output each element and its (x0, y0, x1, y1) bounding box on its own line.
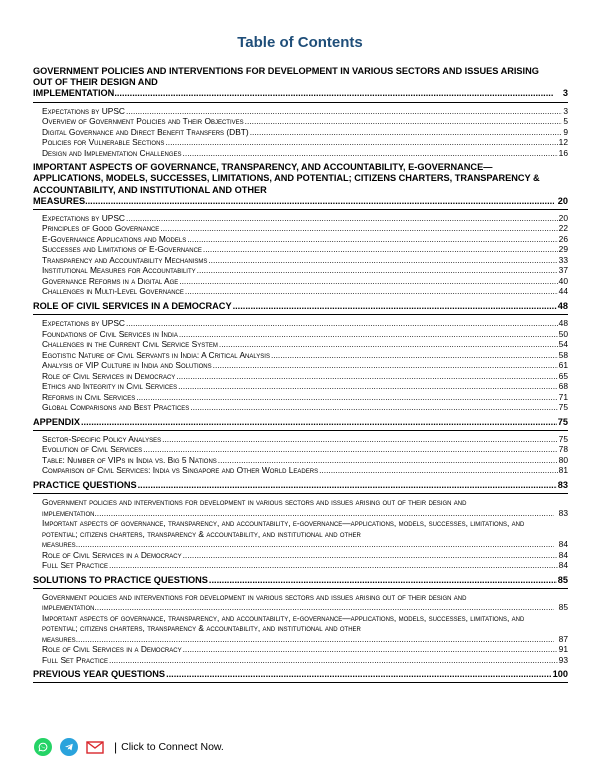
toc-entry-label: Full Set Practice (42, 654, 108, 665)
dot-leader (319, 465, 558, 476)
toc-entry[interactable] (42, 329, 568, 340)
toc-entry[interactable] (42, 613, 568, 645)
toc-entry[interactable] (42, 350, 568, 361)
dot-leader (179, 329, 558, 340)
toc-entry-page: 22 (558, 223, 568, 234)
toc-section (33, 66, 568, 158)
section-divider (33, 682, 568, 683)
toc-entry-label: Egotistic Nature of Civil Servants in India: A Critical Analysis (42, 349, 270, 360)
toc-entry-page: 61 (558, 360, 568, 371)
toc-entry-page: 71 (558, 391, 568, 402)
toc-heading[interactable] (33, 575, 568, 586)
dot-leader (219, 339, 558, 350)
toc-entry[interactable] (42, 148, 568, 159)
dot-leader (160, 223, 557, 234)
toc-entry-page: 54 (558, 339, 568, 350)
toc-heading[interactable] (33, 669, 568, 680)
toc-entry-page: 84 (558, 560, 568, 571)
toc-entry-page: 12 (558, 137, 568, 148)
telegram-icon[interactable] (60, 738, 78, 756)
dot-leader (203, 244, 558, 255)
toc-entry-label: Table: Number of VIPs in India vs. Big 5 Nations (42, 454, 217, 465)
dot-leader (109, 655, 558, 666)
toc-entry-page: 93 (558, 654, 568, 665)
dot-leader (233, 301, 557, 312)
dot-leader (178, 381, 558, 392)
toc-entry[interactable] (42, 644, 568, 655)
toc-entry[interactable] (42, 106, 568, 117)
dot-leader (218, 455, 558, 466)
dot-leader (245, 116, 563, 127)
toc-entry-label: Policies for Vulnerable Sections (42, 137, 165, 148)
toc-entry[interactable] (42, 244, 568, 255)
dot-leader (81, 417, 557, 428)
toc-entry-label: Principles of Good Governance (42, 223, 160, 234)
toc-entry-page: 5 (563, 116, 568, 127)
dot-leader (162, 434, 558, 445)
dot-leader (197, 265, 558, 276)
toc-entry[interactable] (42, 550, 568, 561)
toc-entry[interactable] (42, 360, 568, 371)
toc-entry[interactable] (42, 213, 568, 224)
toc-entry-label: Overview of Government Policies and Their Objectives (42, 116, 244, 127)
toc-entry-page: 37 (558, 265, 568, 276)
dot-leader (126, 318, 558, 329)
section-divider (33, 209, 568, 210)
section-divider (33, 493, 568, 494)
toc-entry[interactable] (42, 455, 568, 466)
toc-entry[interactable] (42, 392, 568, 403)
toc-heading-page: 3 (562, 88, 568, 99)
toc-heading-page: 75 (557, 416, 568, 427)
toc-entry-label: Analysis of VIP Culture in India and Solutions (42, 360, 212, 371)
dot-leader (209, 575, 557, 586)
footer (34, 736, 224, 758)
toc-heading-text: GOVERNMENT POLICIES AND INTERVENTIONS FOR DEVELOPMENT IN VARIOUS SECTORS AND ISSUES ARISING OUT OF THEIR DESIGN AND IMPLEMENTATION ..... (33, 66, 554, 100)
page-title: Table of Contents (237, 34, 363, 51)
toc-entry-label: Digital Governance and Direct Benefit Transfers (DBT) (42, 126, 249, 137)
toc-entry-page: 44 (558, 286, 568, 297)
toc-entry-label: Role of Civil Services in Democracy (42, 370, 176, 381)
toc-entry[interactable] (42, 592, 568, 613)
toc-entry[interactable] (42, 276, 568, 287)
dot-leader (109, 560, 558, 571)
toc-entry[interactable] (42, 465, 568, 476)
toc-entry-page: 83 (558, 507, 568, 518)
toc-entry[interactable] (42, 560, 568, 571)
toc-entry[interactable] (42, 137, 568, 148)
dot-leader (271, 350, 558, 361)
dot-leader (165, 137, 557, 148)
dot-leader (138, 480, 557, 491)
toc-entry-page: 75 (558, 433, 568, 444)
toc-entry-label: Important aspects of governance, transparency, and accountability, e-governance—applications, models, successes, limitations, and potential; citizens charters, transparency & accountability, and institutional and other measures ..... (42, 613, 554, 645)
dot-leader (250, 127, 563, 138)
toc-heading-text: PREVIOUS YEAR QUESTIONS (33, 669, 166, 680)
toc-entry[interactable] (42, 402, 568, 413)
toc-entry-page: 85 (558, 602, 568, 613)
toc-entry-page: 84 (558, 539, 568, 550)
toc-entry-label: Successes and Limitations of E-Governance (42, 244, 202, 255)
section-divider (33, 588, 568, 589)
dot-leader (187, 234, 557, 245)
toc-entry[interactable] (42, 371, 568, 382)
toc-entry-page: 91 (558, 644, 568, 655)
dot-leader (126, 106, 562, 117)
toc-entry[interactable] (42, 434, 568, 445)
toc-entry[interactable] (42, 381, 568, 392)
whatsapp-icon[interactable] (34, 738, 52, 756)
toc-entry-label: Expectations by UPSC (42, 105, 125, 116)
toc-section (33, 669, 568, 683)
toc-entry[interactable] (42, 127, 568, 138)
toc-section (33, 480, 568, 571)
toc-heading-text: SOLUTIONS TO PRACTICE QUESTIONS (33, 574, 208, 585)
dot-leader (190, 402, 557, 413)
toc-entry-page: 29 (558, 244, 568, 255)
toc-entry[interactable] (42, 234, 568, 245)
dot-leader (183, 550, 558, 561)
toc-heading[interactable] (33, 162, 568, 207)
dot-leader (179, 276, 557, 287)
toc-heading[interactable] (33, 301, 568, 312)
toc-heading-text: IMPORTANT ASPECTS OF GOVERNANCE, TRANSPARENCY, AND ACCOUNTABILITY, E-GOVERNANCE—APPLICATIONS, MODELS, SUCCESSES, LIMITATIONS, AND POTENTIAL; CITIZENS CHARTERS, TRANSPARENCY & ACCOUNTABILITY, AND INSTITUTIONAL AND OTHER MEASURES ..... (33, 162, 554, 207)
toc-heading-page: 85 (557, 574, 568, 585)
toc-entry-label: Ethics and Integrity in Civil Services (42, 381, 178, 392)
toc-entry-label: Global Comparisons and Best Practices (42, 402, 190, 413)
toc-entry-page: 9 (563, 126, 568, 137)
toc-entry-page: 87 (558, 633, 568, 644)
toc-entry[interactable] (42, 655, 568, 666)
toc-entry-label: Government policies and interventions for development in various sectors and issues arising out of their design and implementation ..... (42, 592, 554, 613)
toc-entry[interactable] (42, 318, 568, 329)
toc-entry-label: Challenges in Multi-Level Governance (42, 286, 184, 297)
toc-entry-page: 50 (558, 328, 568, 339)
toc-entry[interactable] (42, 223, 568, 234)
toc-entry[interactable] (42, 265, 568, 276)
section-divider (33, 430, 568, 431)
table-of-contents (33, 66, 568, 686)
toc-entry-page: 16 (558, 147, 568, 158)
toc-entry-label: Sector-Specific Policy Analyses (42, 433, 162, 444)
toc-entry-label: Challenges in the Current Civil Service System (42, 339, 218, 350)
dot-leader (183, 148, 558, 159)
toc-heading-page: 100 (552, 669, 568, 680)
toc-entry-page: 40 (558, 275, 568, 286)
toc-entry-label: Expectations by UPSC (42, 318, 125, 329)
footer-connect-link[interactable]: Click to Connect Now. (121, 741, 224, 753)
dot-leader (183, 644, 558, 655)
toc-entry-page: 80 (558, 454, 568, 465)
toc-entry[interactable] (42, 286, 568, 297)
toc-heading-page: 48 (557, 300, 568, 311)
toc-entry-page: 65 (558, 370, 568, 381)
footer-separator: | (114, 740, 118, 754)
toc-entry-label: Expectations by UPSC (42, 212, 125, 223)
toc-entry-label: Evolution of Civil Services (42, 444, 143, 455)
toc-entry-page: 33 (558, 254, 568, 265)
section-divider (33, 314, 568, 315)
toc-entry-page: 84 (558, 549, 568, 560)
section-divider (33, 102, 568, 103)
toc-entry-page: 68 (558, 381, 568, 392)
mail-icon[interactable] (86, 741, 104, 754)
dot-leader (213, 360, 558, 371)
toc-heading-text: PRACTICE QUESTIONS (33, 479, 137, 490)
toc-entry-label: Role of Civil Services in a Democracy (42, 644, 182, 655)
toc-entry-label: Transparency and Accountability Mechanisms (42, 254, 208, 265)
toc-entry-label: Foundations of Civil Services in India (42, 328, 178, 339)
toc-heading-text: ROLE OF CIVIL SERVICES IN A DEMOCRACY (33, 300, 232, 311)
toc-heading-page: 20 (557, 195, 568, 206)
dot-leader (126, 213, 558, 224)
toc-entry-label: Full Set Practice (42, 560, 108, 571)
toc-entry[interactable] (42, 116, 568, 127)
dot-leader (166, 669, 552, 680)
dot-leader (185, 286, 558, 297)
toc-entry-page: 75 (558, 402, 568, 413)
toc-entry-label: Design and Implementation Challenges (42, 147, 182, 158)
toc-entry-label: Important aspects of governance, transparency, and accountability, e-governance—applications, models, successes, limitations, and potential; citizens charters, transparency & accountability, and institutional and other measures ..... (42, 518, 554, 550)
dot-leader (143, 444, 558, 455)
toc-entry[interactable] (42, 339, 568, 350)
toc-entry-label: Reforms in Civil Services (42, 391, 136, 402)
toc-entry-label: Comparison of Civil Services: India vs Singapore and Other World Leaders (42, 465, 319, 476)
toc-entry-label: Government policies and interventions for development in various sectors and issues arising out of their design and implementation ..... (42, 497, 554, 518)
toc-entry-page: 20 (558, 212, 568, 223)
toc-section (33, 301, 568, 413)
toc-entry-page: 3 (563, 105, 568, 116)
dot-leader (208, 255, 557, 266)
toc-entry-label: Governance Reforms in a Digital Age (42, 275, 179, 286)
toc-entry-page: 26 (558, 233, 568, 244)
toc-heading[interactable] (33, 480, 568, 491)
toc-entry[interactable] (42, 497, 568, 518)
toc-heading-text: APPENDIX (33, 416, 80, 427)
toc-entry-label: Role of Civil Services in a Democracy (42, 549, 182, 560)
toc-entry-label: Institutional Measures for Accountability (42, 265, 196, 276)
toc-heading[interactable] (33, 66, 568, 100)
toc-entry[interactable] (42, 444, 568, 455)
toc-entry-page: 48 (558, 318, 568, 329)
toc-entry-page: 78 (558, 444, 568, 455)
toc-entry[interactable] (42, 518, 568, 550)
toc-heading[interactable] (33, 417, 568, 428)
dot-leader (136, 392, 557, 403)
toc-heading-page: 83 (557, 479, 568, 490)
toc-section (33, 575, 568, 666)
toc-entry-page: 58 (558, 349, 568, 360)
toc-entry-label: E-Governance Applications and Models (42, 233, 187, 244)
toc-section (33, 417, 568, 476)
dot-leader (176, 371, 557, 382)
toc-entry-page: 81 (558, 465, 568, 476)
toc-entry[interactable] (42, 255, 568, 266)
toc-section (33, 162, 568, 297)
